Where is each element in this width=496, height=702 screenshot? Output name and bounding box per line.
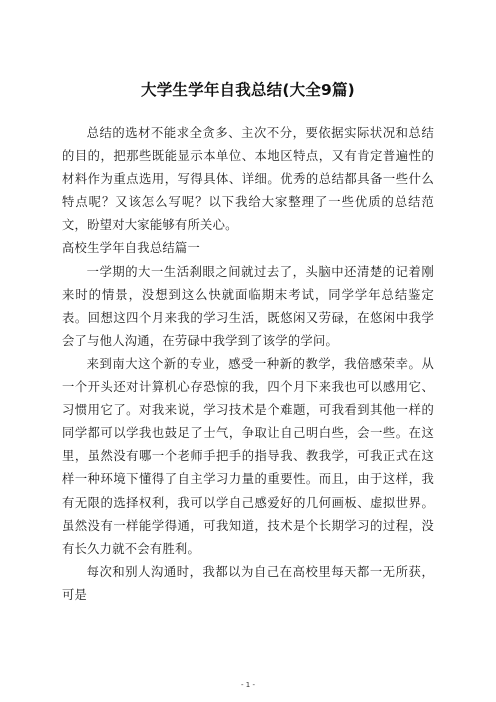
intro-paragraph: 总结的选材不能求全贪多、主次不分，要依据实际状况和总结的目的，把那些既能显示本单位、本地区特点，又有肯定普遍性的材料作为重点选用，写得具体、详细。优秀的总结都具备一些什么特点呢？又该怎么写呢？以下我给大家整理了一些优质的总结范文，盼望对大家能够有所关心。 (62, 126, 434, 233)
body-paragraph: 一学期的大一生活刹眼之间就过去了，头脑中还清楚的记着刚来时的情景，没想到这么快就面临期末考试，同学学年总结鉴定表。回想这四个月来我的学习生活，既悠闲又劳碌，在悠闲中我学会了与他人沟通，在劳碌中我学到了该学的学问。 (62, 264, 434, 348)
section-heading: 高校生学年自我总结篇一 (62, 241, 201, 256)
page-number: - 1 - (241, 681, 255, 689)
body-paragraph: 来到南大这个新的专业，感受一种新的教学，我倍感荣幸。从一个开头还对计算机心存恐惊的我，四个月下来我也可以感用它、习惯用它了。对我来说，学习技术是个难题，可我看到其他一样的同学都可以学我也鼓足了士气，争取让自己明白些，会一些。在这里，虽然没有哪一个老师手把手的指导我、教我学，可我正式在这样一种环境下懂得了自主学习力量的重要性。而且，由于这样，我有无限的选择权利，我可以学自己感爱好的几何画板、虚拟世界。虽然没有一样能学得通，可我知道，技术是个长期学习的过程，没有长久力就不会有胜利。 (62, 356, 434, 556)
document-title: 大学生学年自我总结(大全9篇) (141, 81, 355, 99)
document-body (62, 122, 434, 607)
body-paragraph: 每次和别人沟通时，我都以为自己在高校里每天都一无所获，可是 (62, 564, 434, 602)
